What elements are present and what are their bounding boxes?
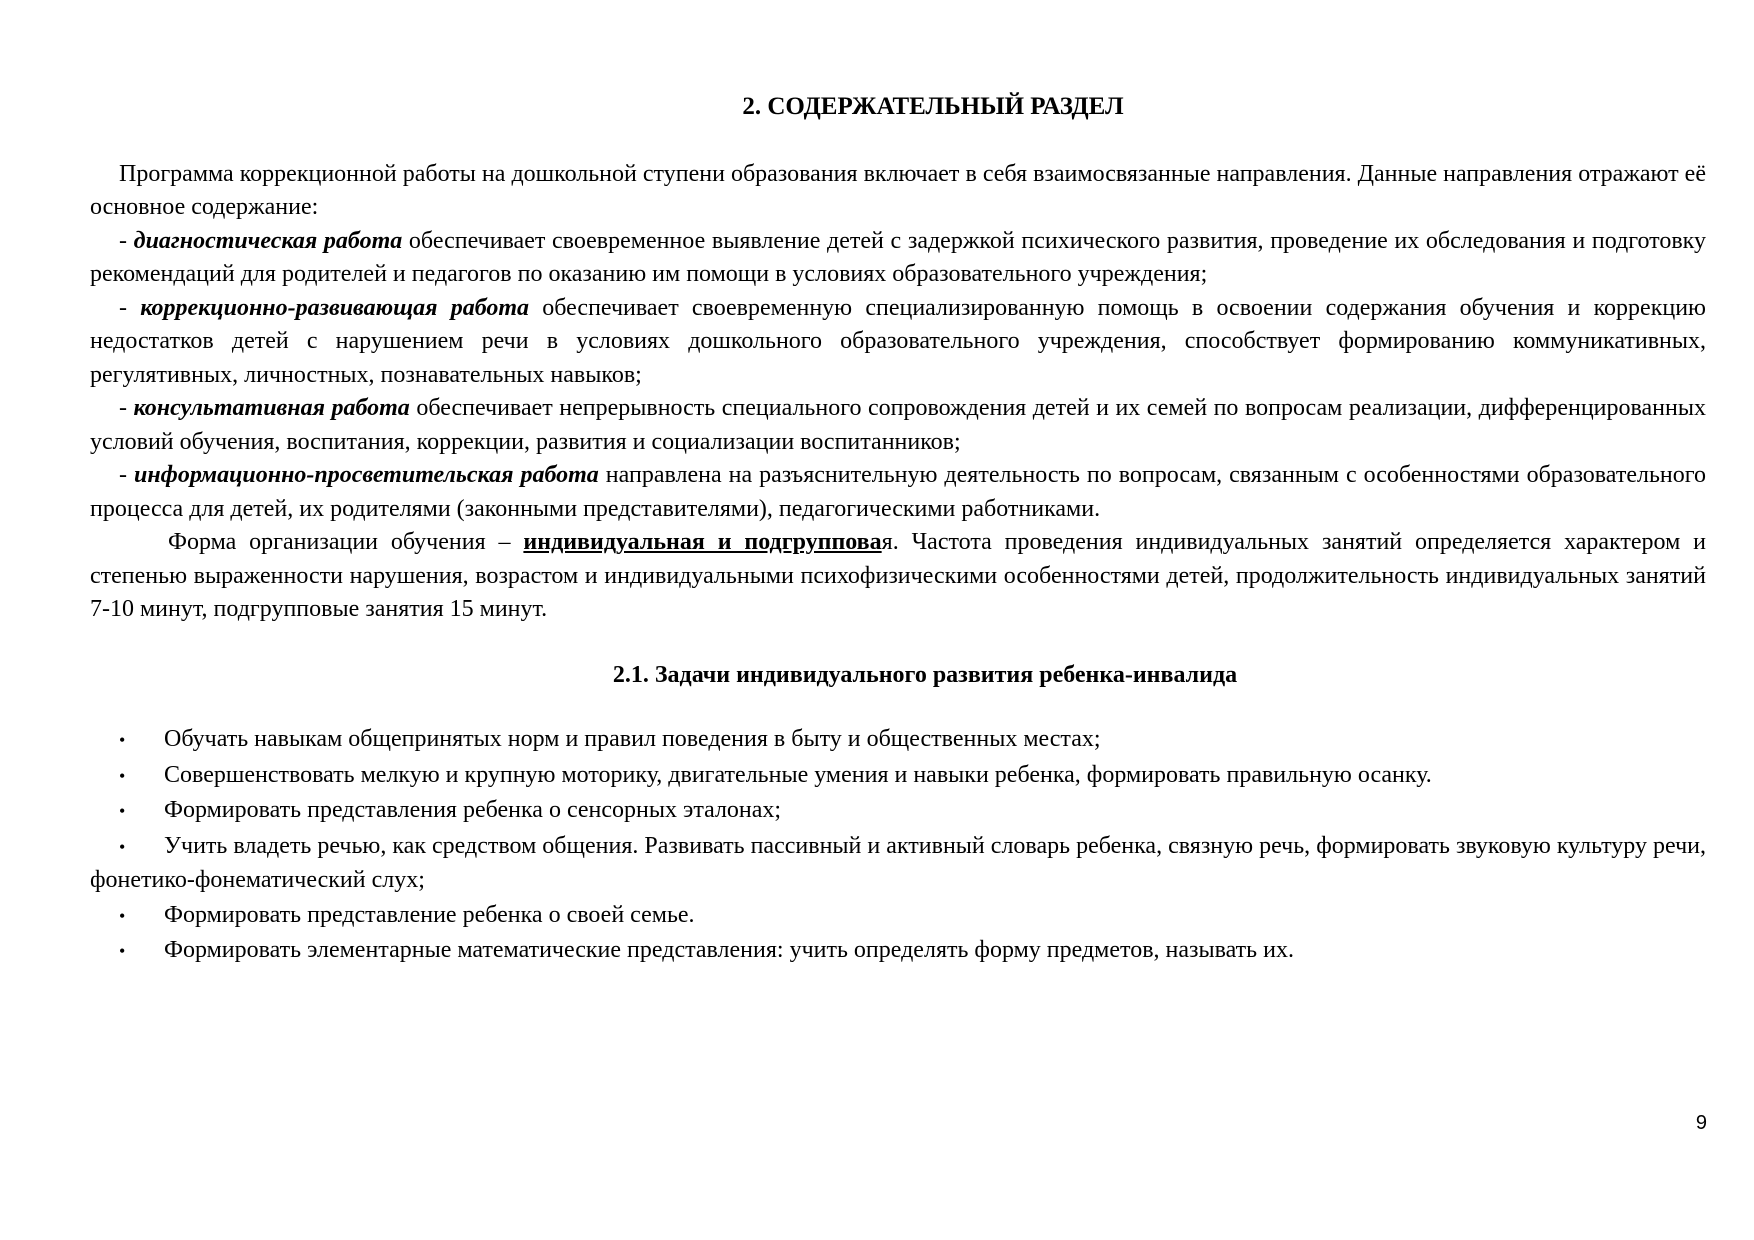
organization-before: Форма организации обучения – [168,529,524,555]
intro-paragraph: Программа коррекционной работы на дошкольной ступени образования включает в себя взаимосвязанные направления. Данные направления отражают её основное содержание: [90,160,1706,220]
direction-prefix: - [119,227,134,254]
direction-consultative [90,392,1706,459]
direction-lead: консультативная работа [133,395,410,421]
tasks-list [90,723,1706,969]
direction-informational [90,459,1706,526]
organization-emphasis: индивидуальная и подгруппова [523,529,882,555]
direction-text: направлена на разъяснительную деятельность по вопросам, связанным с особенностями образовательного процесса для детей, их родителями (законными представителями), педагогическими работниками. [90,462,1706,522]
bullet-icon: • [119,905,126,926]
bullet-icon: • [119,730,126,750]
section-heading: 2. СОДЕРЖАТЕЛЬНЫЙ РАЗДЕЛ [742,93,1124,120]
list-item [90,794,1706,829]
direction-diagnostic [90,225,1706,292]
list-item [90,830,1706,898]
list-item [90,899,1706,934]
task-text: Формировать представление ребенка о своей семье. [164,901,695,928]
direction-text: обеспечивает своевременную специализированную помощь в освоении содержания обучения и коррекцию недостатков детей с нарушением речи в условиях дошкольного образовательного учреждения, способствует формированию коммуникативных, регулятивных, личностных, познавательных навыков; [90,294,1706,388]
direction-prefix: - [119,294,141,321]
task-text: Формировать представления ребенка о сенсорных эталонах; [164,797,782,823]
list-item [90,934,1706,969]
page-number: 9 [1695,1112,1707,1134]
task-text: Совершенствовать мелкую и крупную моторику, двигательные умения и навыки ребенка, формировать правильную осанку. [164,761,1432,788]
task-text: Обучать навыкам общепринятых норм и правил поведения в быту и общественных местах; [164,726,1101,752]
bullet-icon: • [119,801,126,821]
task-text: Формировать элементарные математические представления: учить определять форму предметов, называть их. [164,937,1294,963]
direction-text: обеспечивает своевременное выявление детей с задержкой психического развития, проведение их обследования и подготовку рекомендаций для родителей и педагогов по оказанию им помощи в условиях образовательного учреждения; [90,227,1706,287]
direction-text: обеспечивает непрерывность специального сопровождения детей и их семей по вопросам реализации, дифференцированных условий обучения, воспитания, коррекции, развития и социализации воспитанников; [90,395,1706,455]
bullet-icon: • [119,765,126,786]
direction-lead: информационно-просветительская работа [133,462,599,488]
subsection-heading: 2.1. Задачи индивидуального развития ребенка-инвалида [612,661,1238,688]
direction-prefix: - [119,395,134,421]
direction-prefix: - [119,462,134,488]
list-item [90,759,1706,794]
organization-after: я. Частота проведения индивидуальных занятий определяется характером и степенью выраженности нарушения, возрастом и индивидуальными психофизическими особенностями детей, продолжительность индивидуальных занятий 7-10 минут, подгрупповые занятия 15 минут. [90,529,1707,622]
bullet-icon: • [119,941,126,961]
direction-correctional [90,292,1706,393]
bullet-icon: • [119,836,126,857]
list-item [90,723,1706,758]
page-content [90,90,1706,970]
task-text: Учить владеть речью, как средством общения. Развивать пассивный и активный словарь ребенка, связную речь, формировать звуковую культуру речи, фонетико-фонематический слух; [90,832,1706,893]
direction-lead: диагностическая работа [133,227,403,254]
direction-lead: коррекционно-развивающая работа [140,294,530,321]
organization-paragraph [90,526,1706,627]
